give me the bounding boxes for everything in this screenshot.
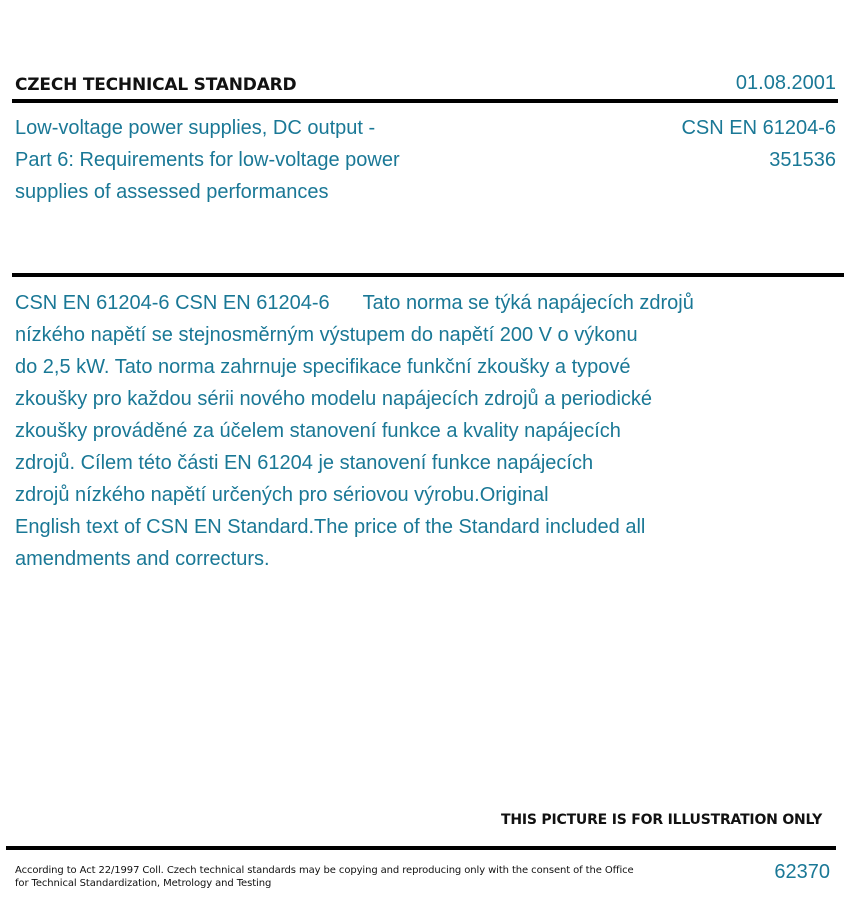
abstract-line: zkoušky prováděné za účelem stanovení funkce a kvality napájecích	[15, 420, 621, 442]
abstract-line: zdrojů nízkého napětí určených pro sériovou výrobu.Original	[15, 484, 549, 506]
standard-title-line: Low-voltage power supplies, DC output -	[15, 117, 376, 139]
standard-identifiers	[681, 112, 836, 176]
section-rule	[12, 273, 844, 277]
publication-date: 01.08.2001	[735, 72, 836, 94]
abstract-line: CSN EN 61204-6 CSN EN 61204-6 Tato norma se týká napájecích zdrojů	[15, 292, 694, 314]
abstract-line: zdrojů. Cílem této části EN 61204 je stanovení funkce napájecích	[15, 452, 594, 474]
abstract-line: do 2,5 kW. Tato norma zahrnuje specifikace funkční zkoušky a typové	[15, 356, 631, 378]
copyright-note-line: for Technical Standardization, Metrology and Testing	[15, 878, 272, 889]
abstract-line: English text of CSN EN Standard.The price of the Standard included all	[15, 516, 646, 538]
abstract-text	[15, 287, 694, 575]
catalog-number: 351536	[769, 149, 836, 171]
header-rule	[12, 99, 838, 103]
standard-title-line: supplies of assessed performances	[15, 181, 329, 203]
standard-title	[15, 112, 400, 208]
standard-code: CSN EN 61204-6	[681, 117, 836, 139]
illustration-disclaimer: THIS PICTURE IS FOR ILLUSTRATION ONLY	[501, 812, 823, 828]
footer-rule	[6, 846, 836, 850]
standard-title-line: Part 6: Requirements for low-voltage power	[15, 149, 400, 171]
document-type-label: CZECH TECHNICAL STANDARD	[15, 75, 297, 95]
abstract-line: amendments and correcturs.	[15, 548, 270, 570]
abstract-line: zkoušky pro každou sérii nového modelu napájecích zdrojů a periodické	[15, 388, 653, 410]
copyright-note	[15, 864, 634, 890]
abstract-line: nízkého napětí se stejnosměrným výstupem do napětí 200 V o výkonu	[15, 324, 638, 346]
copyright-note-line: According to Act 22/1997 Coll. Czech technical standards may be copying and reproducing only with the consent of the Office	[15, 865, 634, 876]
document-number: 62370	[774, 861, 830, 883]
